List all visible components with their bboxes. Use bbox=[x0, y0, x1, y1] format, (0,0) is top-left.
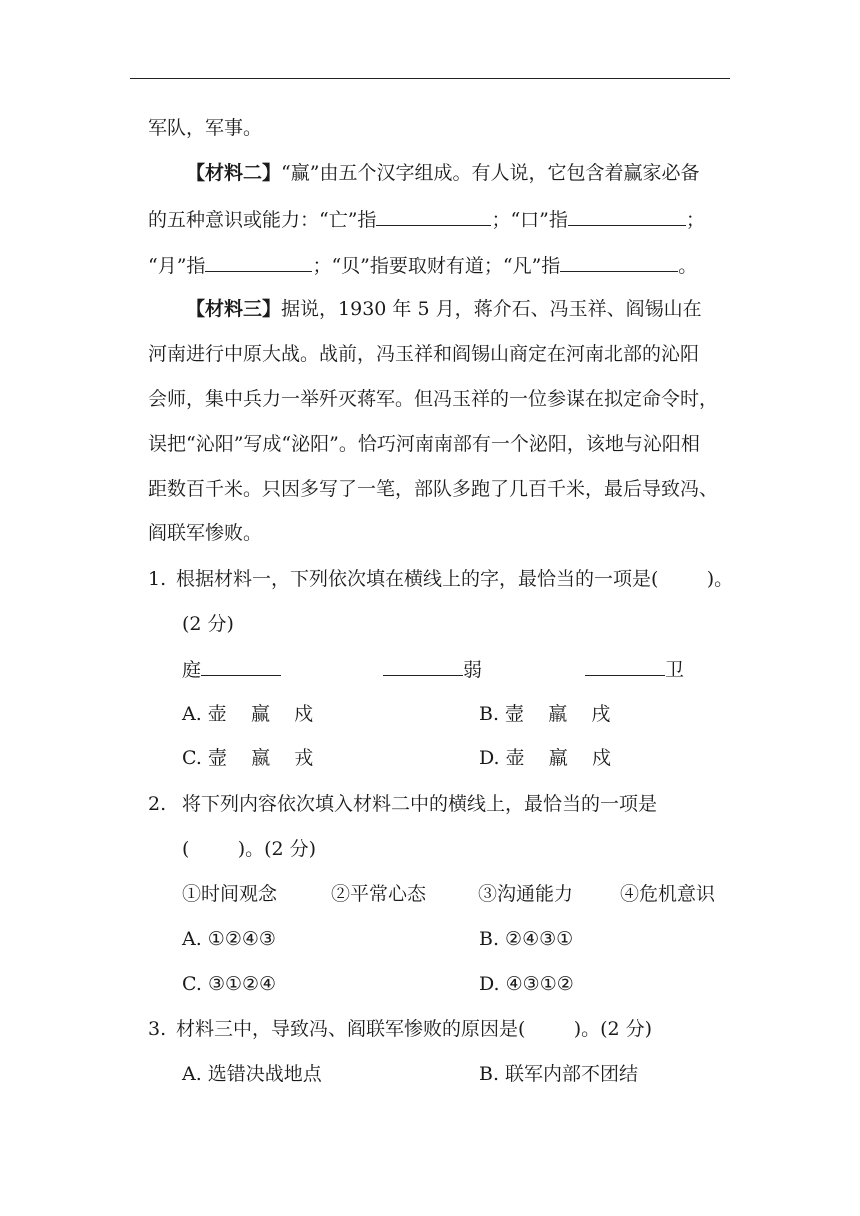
material-three-heading: 【材料三】 bbox=[186, 298, 282, 320]
option-b[interactable]: B. ②④③① bbox=[479, 928, 574, 950]
item-2: ②平常心态 bbox=[331, 883, 427, 905]
fill-blank[interactable] bbox=[201, 657, 281, 676]
header-rule bbox=[130, 78, 730, 79]
option-a[interactable]: A. 选错决战地点 bbox=[182, 1063, 322, 1085]
material-three-line-4: 误把“沁阳”写成“泌阳”。恰巧河南南部有一个泌阳，该地与沁阳相 bbox=[148, 433, 700, 455]
fill-blank[interactable] bbox=[568, 207, 686, 226]
fill-blank[interactable] bbox=[376, 207, 491, 226]
question-1-blank-3: 卫 bbox=[585, 657, 684, 682]
item-3: ③沟通能力 bbox=[478, 883, 574, 905]
question-1-blank-1: 庭 bbox=[182, 657, 281, 682]
option-b[interactable]: B. 壸 羸 戌 bbox=[479, 703, 611, 725]
material-two-line-3: “月”指 ；“贝”指要取财有道；“凡”指 。 bbox=[148, 255, 698, 277]
material-three-line-2: 河南进行中原大战。战前，冯玉祥和阎锡山商定在河南北部的沁阳 bbox=[148, 343, 700, 365]
passage-line: 军队，军事。 bbox=[148, 117, 263, 139]
question-3-stem: 材料三中，导致冯、阎联军惨败的原因是( )。(2 分) bbox=[176, 1018, 653, 1040]
material-three-line-3: 会师，集中兵力一举歼灭蒋军。但冯玉祥的一位参谋在拟定命令时， bbox=[148, 388, 719, 410]
option-b[interactable]: B. 联军内部不团结 bbox=[479, 1063, 639, 1085]
material-three-line-1: 【材料三】据说，1930 年 5 月，蒋介石、冯玉祥、阎锡山在 bbox=[186, 298, 702, 320]
fill-blank[interactable] bbox=[560, 253, 678, 272]
option-d[interactable]: D. ④③①② bbox=[479, 973, 574, 995]
fill-blank[interactable] bbox=[585, 657, 665, 676]
fill-blank[interactable] bbox=[205, 253, 312, 272]
question-number: 3. bbox=[148, 1018, 167, 1040]
material-two-line-2: 的五种意识或能力：“亡”指 ；“口”指 ； bbox=[148, 209, 705, 231]
item-1: ①时间观念 bbox=[182, 883, 278, 905]
question-1-score: (2 分) bbox=[182, 613, 234, 635]
question-2-stem: 将下列内容依次填入材料二中的横线上，最恰当的一项是 bbox=[182, 793, 658, 815]
question-1-blank-2: 弱 bbox=[383, 657, 482, 682]
question-1-stem: 根据材料一，下列依次填在横线上的字，最恰当的一项是( )。 bbox=[176, 568, 734, 590]
option-c[interactable]: C. ③①②④ bbox=[182, 973, 277, 995]
option-d[interactable]: D. 壶 羸 戍 bbox=[479, 747, 611, 769]
fill-blank[interactable] bbox=[383, 657, 463, 676]
material-three-line-5: 距数百千米。只因多写了一笔，部队多跑了几百千米，最后导致冯、 bbox=[148, 478, 719, 500]
option-a[interactable]: A. ①②④③ bbox=[182, 928, 276, 950]
option-c[interactable]: C. 壸 嬴 戎 bbox=[182, 747, 314, 769]
question-number: 1. bbox=[148, 568, 167, 590]
option-a[interactable]: A. 壶 赢 戍 bbox=[182, 703, 314, 725]
material-two-heading: 【材料二】 bbox=[186, 162, 282, 184]
item-4: ④危机意识 bbox=[620, 883, 716, 905]
question-2-stem-cont: ( )。(2 分) bbox=[182, 838, 317, 860]
material-three-line-6: 阎联军惨败。 bbox=[148, 522, 263, 544]
material-two-line-1: 【材料二】“赢”由五个汉字组成。有人说，它包含着赢家必备 bbox=[186, 162, 700, 184]
question-number: 2. bbox=[148, 793, 167, 815]
